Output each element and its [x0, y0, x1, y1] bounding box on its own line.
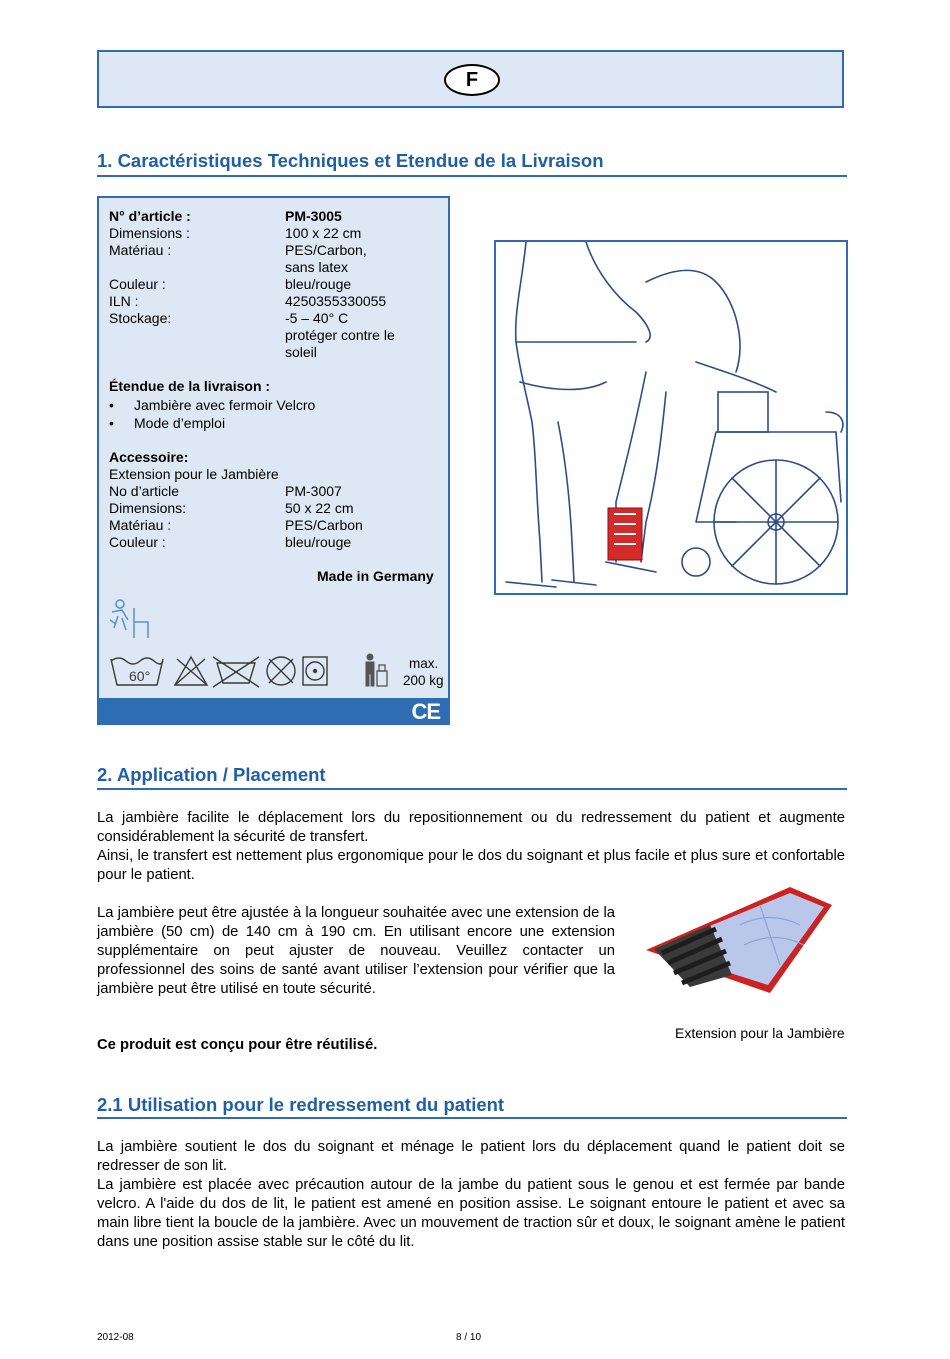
spec-row-value: 4250355330055: [285, 293, 387, 309]
spec-row-value: -5 – 40° C: [285, 310, 349, 326]
extension-image: [640, 885, 836, 997]
section-2-paragraph-1: La jambière facilite le déplacement lors du repositionnement ou du redressement du patient et augmente considérablement la sécurité de transfert.: [97, 810, 845, 845]
accessory-name: Extension pour le Jambière: [109, 466, 279, 482]
made-in-label: Made in Germany: [317, 568, 434, 584]
section-2-paragraph-2: Ainsi, le transfert est nettement plus ergonomique pour le dos du soignant et plus facile et plus sure et confortable pour le patient.: [97, 848, 845, 883]
spec-row-key: Stockage:: [109, 310, 172, 326]
section-2-rule: [97, 788, 847, 790]
spec-row-key: Matériau :: [109, 242, 172, 258]
delivery-item: Jambière avec fermoir Velcro: [134, 397, 316, 413]
accessory-row-key: Dimensions:: [109, 500, 187, 516]
spec-row-value: soleil: [285, 344, 317, 360]
section-2-heading: 2. Application / Placement: [97, 764, 326, 785]
footer-date: 2012-08: [97, 1332, 134, 1343]
spec-footer-bar: [97, 698, 450, 725]
sit-to-stand-icon: [108, 598, 152, 640]
accessory-row-key: Couleur :: [109, 534, 166, 550]
accessory-title: Accessoire:: [109, 449, 189, 465]
reuse-note: Ce produit est conçu pour être réutilisé.: [97, 1037, 378, 1053]
spec-row-value: PES/Carbon,: [285, 242, 367, 258]
accessory-row-value: PES/Carbon: [285, 517, 363, 533]
accessory-row-value: 50 x 22 cm: [285, 500, 354, 516]
bullet-icon: •: [109, 415, 114, 431]
accessory-row-value: PM-3007: [285, 483, 342, 499]
extension-caption: Extension pour la Jambière: [675, 1025, 845, 1041]
footer-page: 8 / 10: [456, 1332, 482, 1343]
section-2-1-paragraph-1: La jambière soutient le dos du soignant et ménage le patient lors du déplacement quand le patient doit se redresser de son lit.: [97, 1139, 845, 1174]
ce-mark: CE: [411, 699, 440, 724]
bullet-icon: •: [109, 397, 114, 413]
section-2-1-heading: 2.1 Utilisation pour le redressement du patient: [97, 1094, 505, 1115]
section-2-paragraph-3: La jambière peut être ajustée à la longueur souhaitée avec une extension de la jambière (50 cm) de 140 cm à 190 cm. En utilisant encore une extension supplémentaire on peut ajuster de nouveau. Veuillez contacter un professionnel des soins de santé avant utiliser l’extension pour vérifier que la jambière peut être utilisé en toute sécurité.: [97, 905, 615, 997]
spec-row-value: 100 x 22 cm: [285, 225, 362, 241]
accessory-row-key: Matériau :: [109, 517, 172, 533]
section-1-heading: 1. Caractéristiques Techniques et Etendue de la Livraison: [97, 150, 604, 171]
max-label: max.: [409, 656, 439, 671]
language-badge: F: [444, 64, 500, 96]
accessory-row-key: No d’article: [109, 483, 180, 499]
delivery-title: Étendue de la livraison :: [109, 378, 271, 394]
section-2-1-rule: [97, 1117, 847, 1119]
delivery-item: Mode d’emploi: [134, 415, 226, 431]
language-banner: [97, 50, 844, 108]
section-1-rule: [97, 175, 847, 177]
spec-row-key: Dimensions :: [109, 225, 190, 241]
max-load-icon: [361, 653, 391, 689]
spec-row-key: N° d’article :: [109, 208, 191, 224]
transfer-illustration: [494, 240, 848, 595]
spec-row-key: Couleur :: [109, 276, 166, 292]
max-weight: 200 kg: [403, 673, 444, 688]
spec-row-key: ILN :: [109, 293, 139, 309]
spec-row-value: PM-3005: [285, 208, 342, 224]
wash-temperature: 60°: [129, 668, 151, 684]
spec-row-value: sans latex: [285, 259, 349, 275]
spec-row-value: protéger contre le: [285, 327, 395, 343]
spec-box: [97, 196, 450, 725]
section-2-1-paragraph-2: La jambière est placée avec précaution autour de la jambe du patient sous le genou et est fermée par bande velcro. A l'aide du dos de lit, le patient est amené en position assise. Le soignant entoure le patient et avec sa main libre tient la boucle de la jambière. Avec un mouvement de traction sûr et doux, le soignant amène le patient dans une position assise stable sur le côté du lit.: [97, 1177, 845, 1250]
spec-row-value: bleu/rouge: [285, 276, 352, 292]
accessory-row-value: bleu/rouge: [285, 534, 352, 550]
